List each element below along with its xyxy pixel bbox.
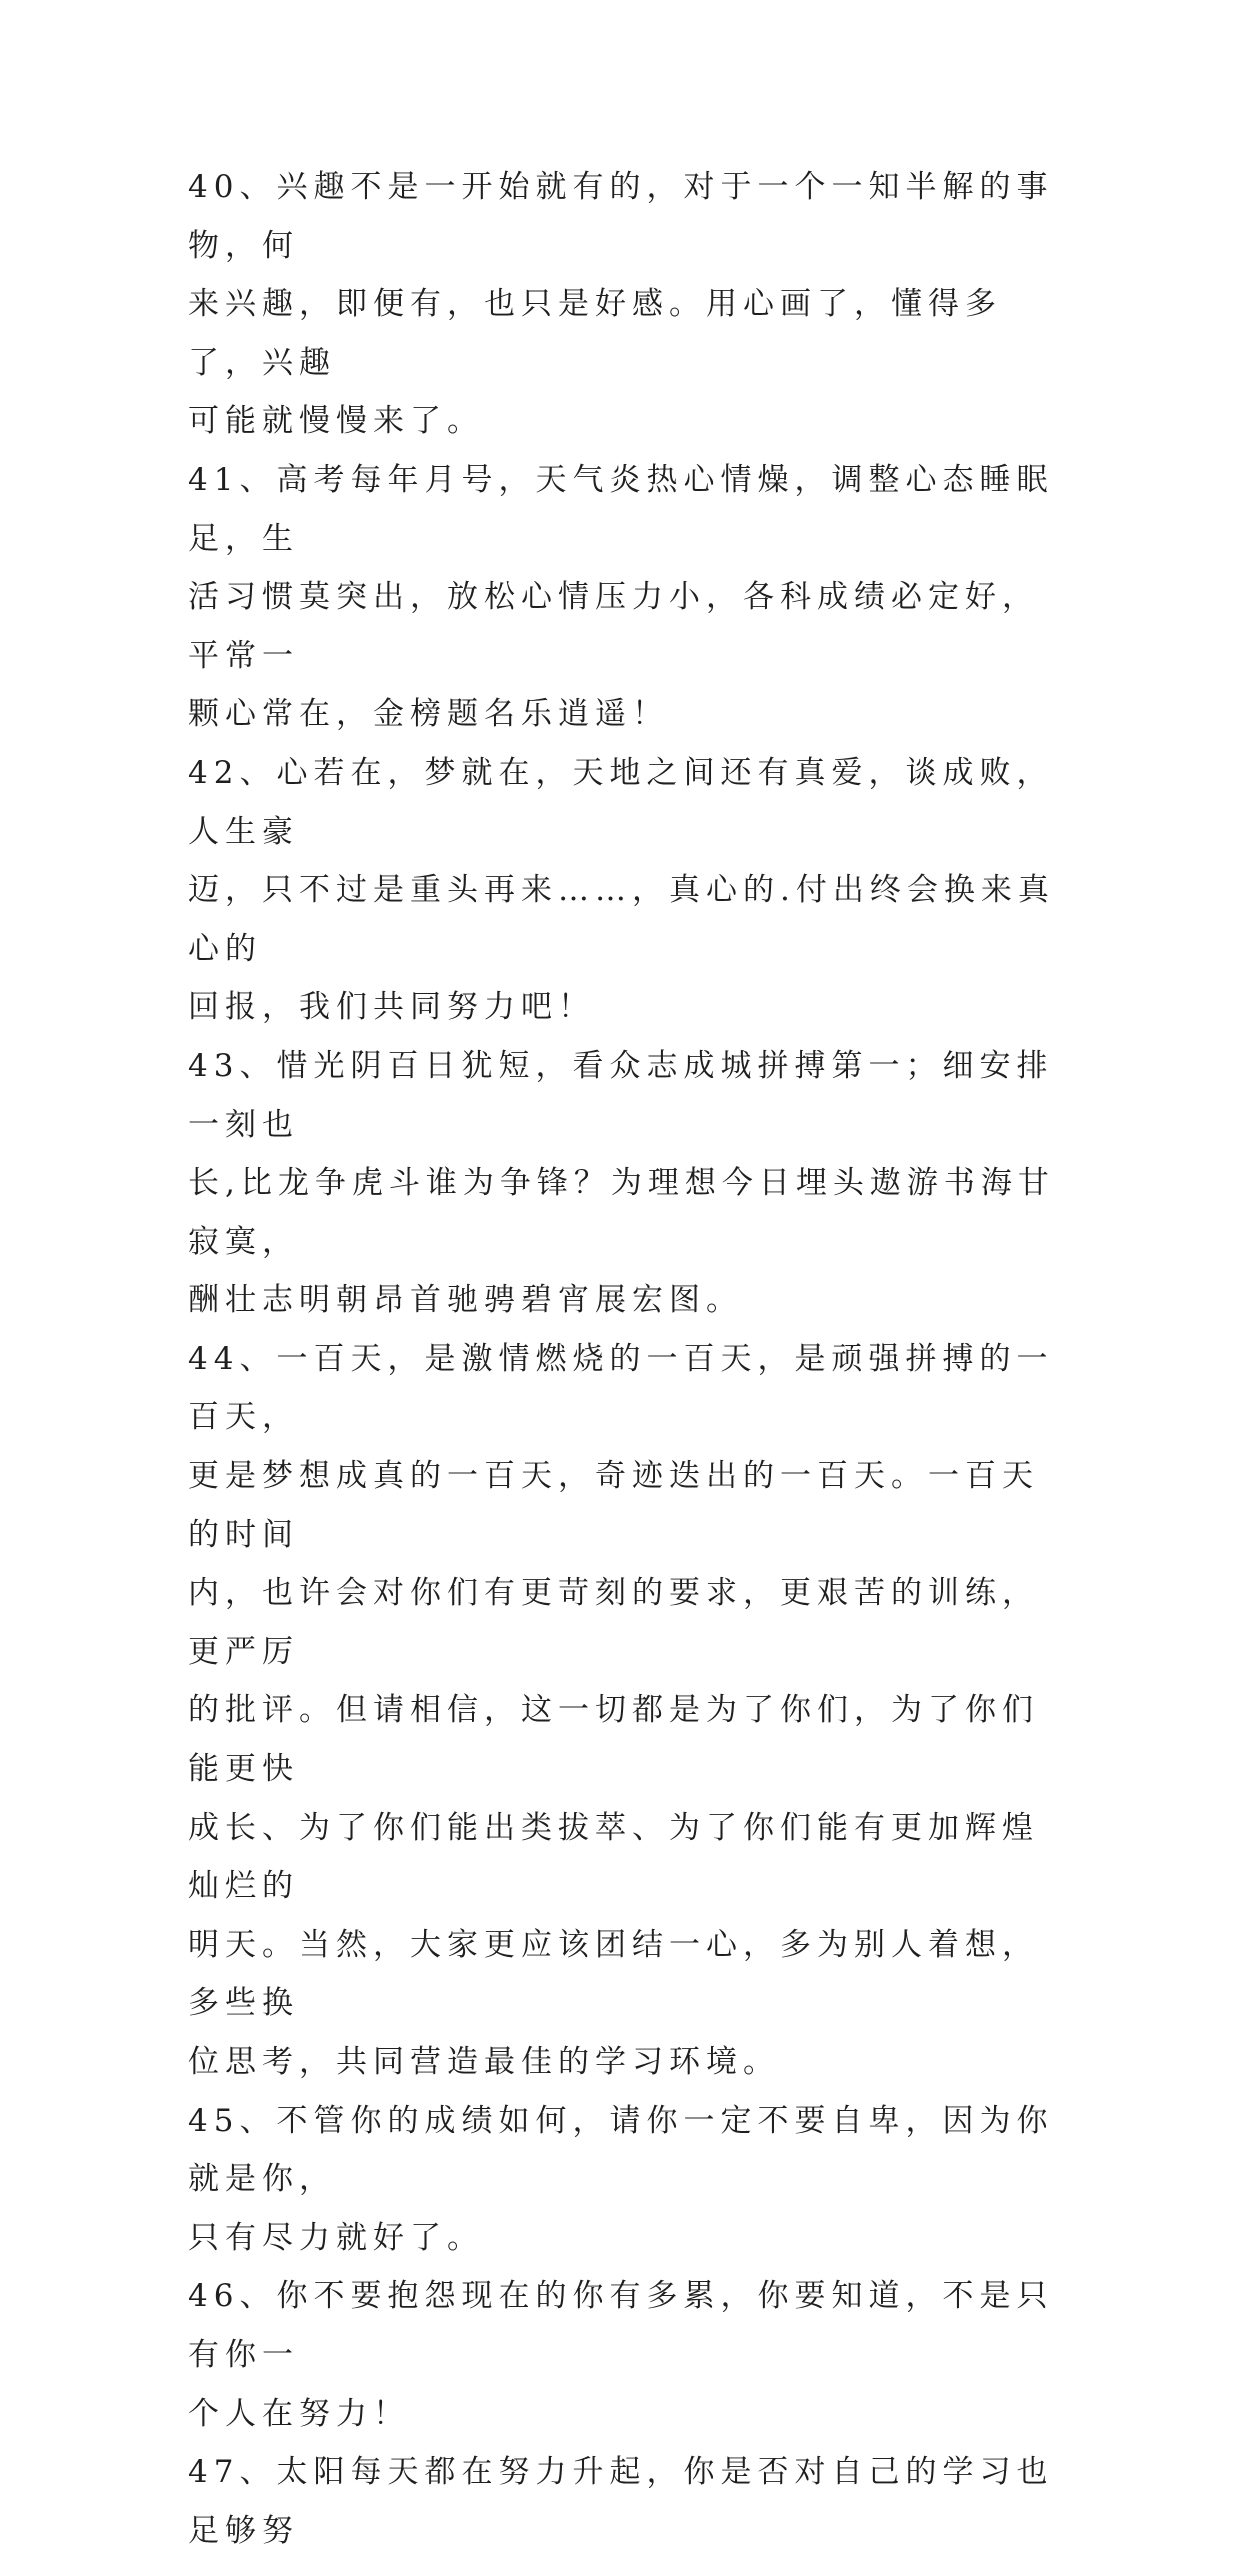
entry-42: 42、心若在，梦就在，天地之间还有真爱，谈成败，人生豪 迈，只不过是重头再来……，真心的.付出终会换来真心的 回报，我们共同努力吧！ bbox=[188, 754, 1055, 1026]
entry-45: 45、不管你的成绩如何，请你一定不要自卑，因为你就是你， 只有尽力就好了。 bbox=[188, 2102, 1054, 2256]
entry-47: 47、太阳每天都在努力升起，你是否对自己的学习也足够努 bbox=[188, 2454, 1054, 2549]
entry-44: 44、一百天，是激情燃烧的一百天，是顽强拼搏的一百天， 更是梦想成真的一百天，奇迹迭出的一百天。一百天的时间 内，也许会对你们有更苛刻的要求，更艰苦的训练，更严厉 的批评。但请相信，这一切都是为了你们，为了你们能更快 成长、为了你们能出类拔萃、为了你们能有更加辉煌灿烂的 明天。当然，大家更应该团结一心，多为别人着想，多些换 位思考，共同营造最佳的学习环境。 bbox=[188, 1340, 1054, 2080]
document-body bbox=[188, 158, 1060, 2560]
entry-46: 46、你不要抱怨现在的你有多累，你要知道，不是只有你一 个人在努力！ bbox=[188, 2278, 1054, 2432]
entry-43: 43、惜光阴百日犹短，看众志成城拼搏第一；细安排一刻也 长,比龙争虎斗谁为争锋？为理想今日埋头遨游书海甘寂寞， 酬壮志明朝昂首驰骋碧宵展宏图。 bbox=[188, 1047, 1055, 1319]
entry-40: 40、兴趣不是一开始就有的，对于一个一知半解的事物，何 来兴趣，即便有，也只是好感。用心画了，懂得多了，兴趣 可能就慢慢来了。 bbox=[188, 169, 1054, 440]
entry-41: 41、高考每年月号，天气炎热心情燥，调整心态睡眠足，生 活习惯莫突出，放松心情压力小，各科成绩必定好，平常一 颗心常在，金榜题名乐逍遥！ bbox=[188, 461, 1054, 733]
